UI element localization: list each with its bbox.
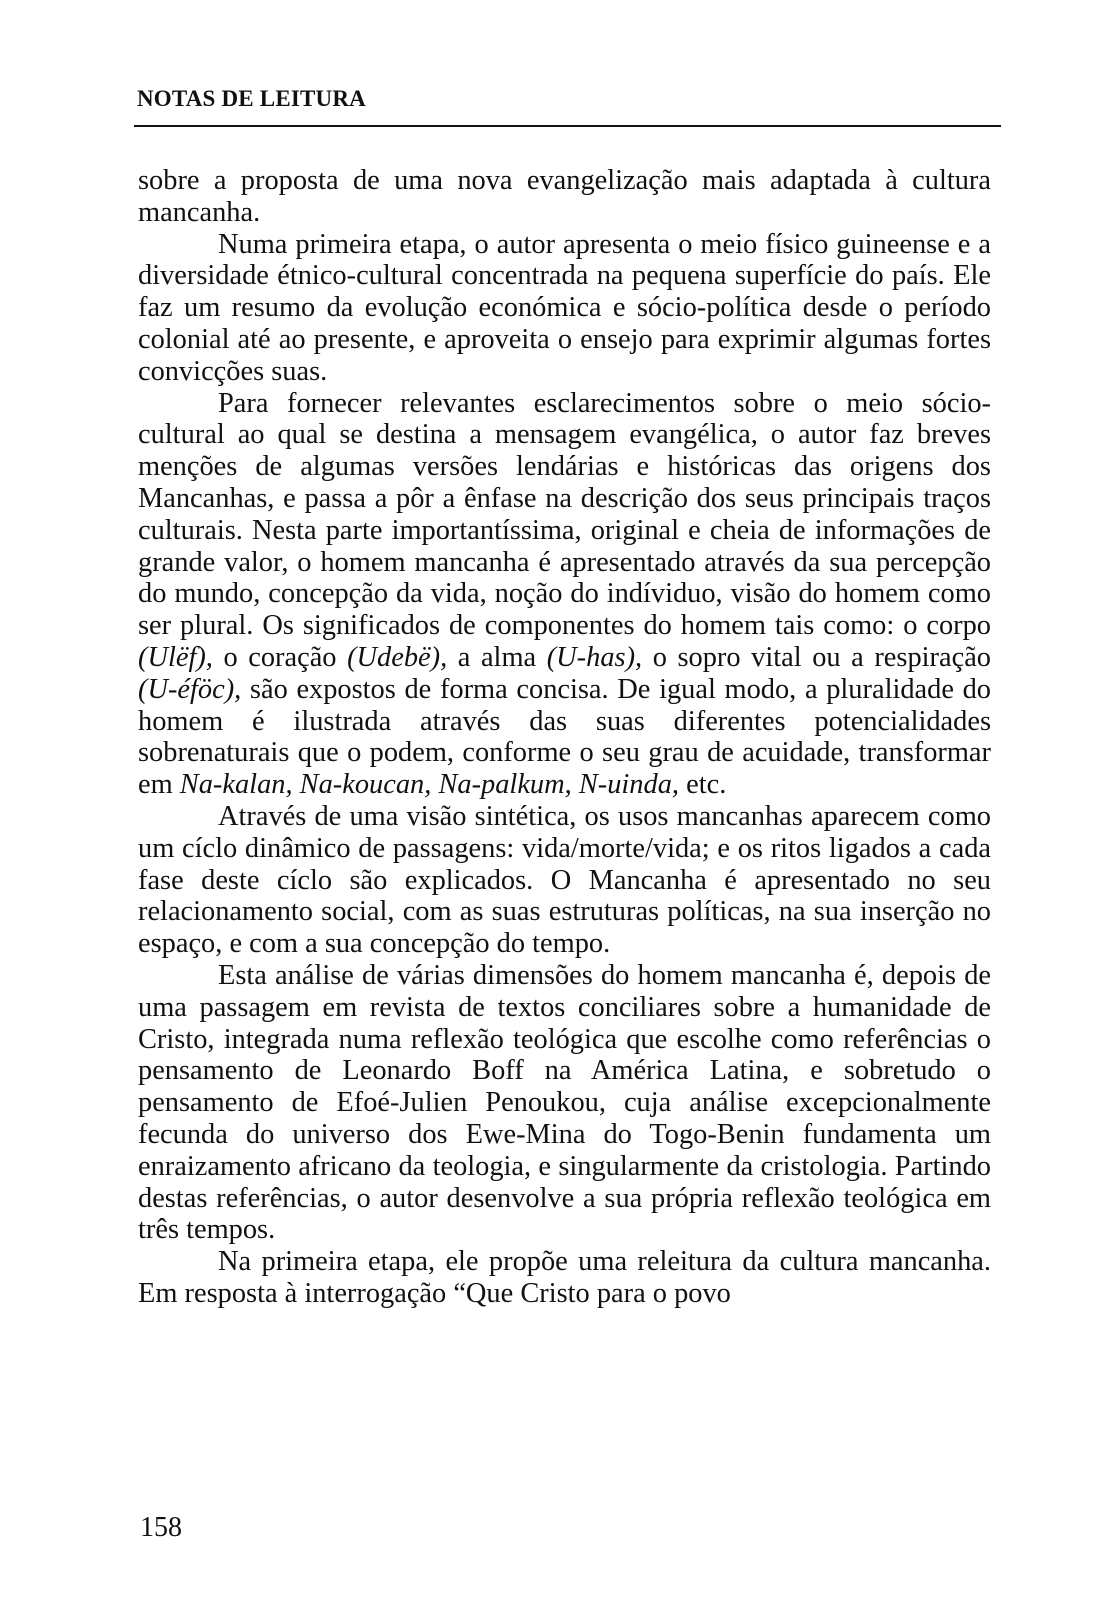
paragraph-6: Na primeira etapa, ele propõe uma releitura da cultura mancanha. Em resposta à interrogação “Que Cristo para o povo <box>138 1246 991 1309</box>
page-number: 158 <box>140 1512 182 1543</box>
term-u-has: (U-has), <box>546 641 643 673</box>
paragraph-3-text-5: são expostos de forma concisa. De igual modo, a pluralidade do homem é ilustrada através das suas diferentes potencialidades sobrenaturais que o podem, conforme o seu grau de acuidade, transformar em <box>138 673 991 801</box>
paragraph-5: Esta análise de várias dimensões do homem mancanha é, depois de uma passagem em revista de textos conciliares sobre a humanidade de Cristo, integrada numa reflexão teológica que escolhe como referências o pensamento de Leonardo Boff na América Latina, e sobretudo o pensamento de Efoé-Julien Penoukou, cuja análise excepcionalmente fecunda do universo dos Ewe-Mina do Togo-Benin fundamenta um enraizamento africano da teologia, e singularmente da cristologia. Partindo destas referências, o autor desenvolve a sua própria reflexão teológica em três tempos. <box>138 959 991 1246</box>
term-na-kalan: Na-kalan, <box>179 769 293 801</box>
term-u-efoc: (U-éföc), <box>138 673 242 705</box>
header-rule <box>134 125 1001 127</box>
paragraph-4: Através de uma visão sintética, os usos mancanhas aparecem como um cíclo dinâmico de passagens: vida/morte/vida; e os ritos ligados a cada fase deste cíclo são explicados. O Mancanha é apresentado no seu relacionamento social, com as suas estruturas políticas, na sua inserção no espaço, e com a sua concepção do tempo. <box>138 800 991 960</box>
paragraph-1: sobre a proposta de uma nova evangelização mais adaptada à cultura mancanha. <box>138 165 991 228</box>
term-ulef: (Ulëf), <box>138 641 213 673</box>
paragraph-3-text-3: a alma <box>447 641 547 673</box>
running-head: NOTAS DE LEITURA <box>137 86 366 111</box>
paragraph-3-text-4: o sopro vital ou a respiração <box>642 641 991 673</box>
term-n-uinda: N-uinda, <box>578 769 679 801</box>
body-text <box>138 165 991 1310</box>
term-na-koucan: Na-koucan, <box>299 769 432 801</box>
term-separator <box>293 769 300 800</box>
paragraph-3-text-1: Para fornecer relevantes esclarecimentos sobre o meio sócio-cultural ao qual se destina a mensagem evangélica, o autor faz breves menções de algumas versões lendárias e históricas das origens dos Mancanhas, e passa a pôr a ênfase na descrição dos seus principais traços culturais. Nesta parte importantíssima, original e cheia de informações de grande valor, o homem mancanha é apresentado através da sua percepção do mundo, concepção da vida, noção do indíviduo, visão do homem como ser plural. Os significados de componentes do homem tais como: o corpo <box>138 387 991 642</box>
term-na-palkum: Na-palkum, <box>438 769 572 801</box>
paragraph-3-text-6: etc. <box>679 769 727 801</box>
term-separator <box>572 769 579 800</box>
paragraph-2: Numa primeira etapa, o autor apresenta o meio físico guineense e a diversidade étnico-cultural concentrada na pequena superfície do país. Ele faz um resumo da evolução económica e sócio-política desde o período colonial até ao presente, e aproveita o ensejo para exprimir algumas fortes convicções suas. <box>138 228 991 387</box>
paragraph-3-text-2: o coração <box>212 641 348 673</box>
paragraph-3 <box>138 388 991 801</box>
term-udebe: (Udebë), <box>347 641 448 673</box>
